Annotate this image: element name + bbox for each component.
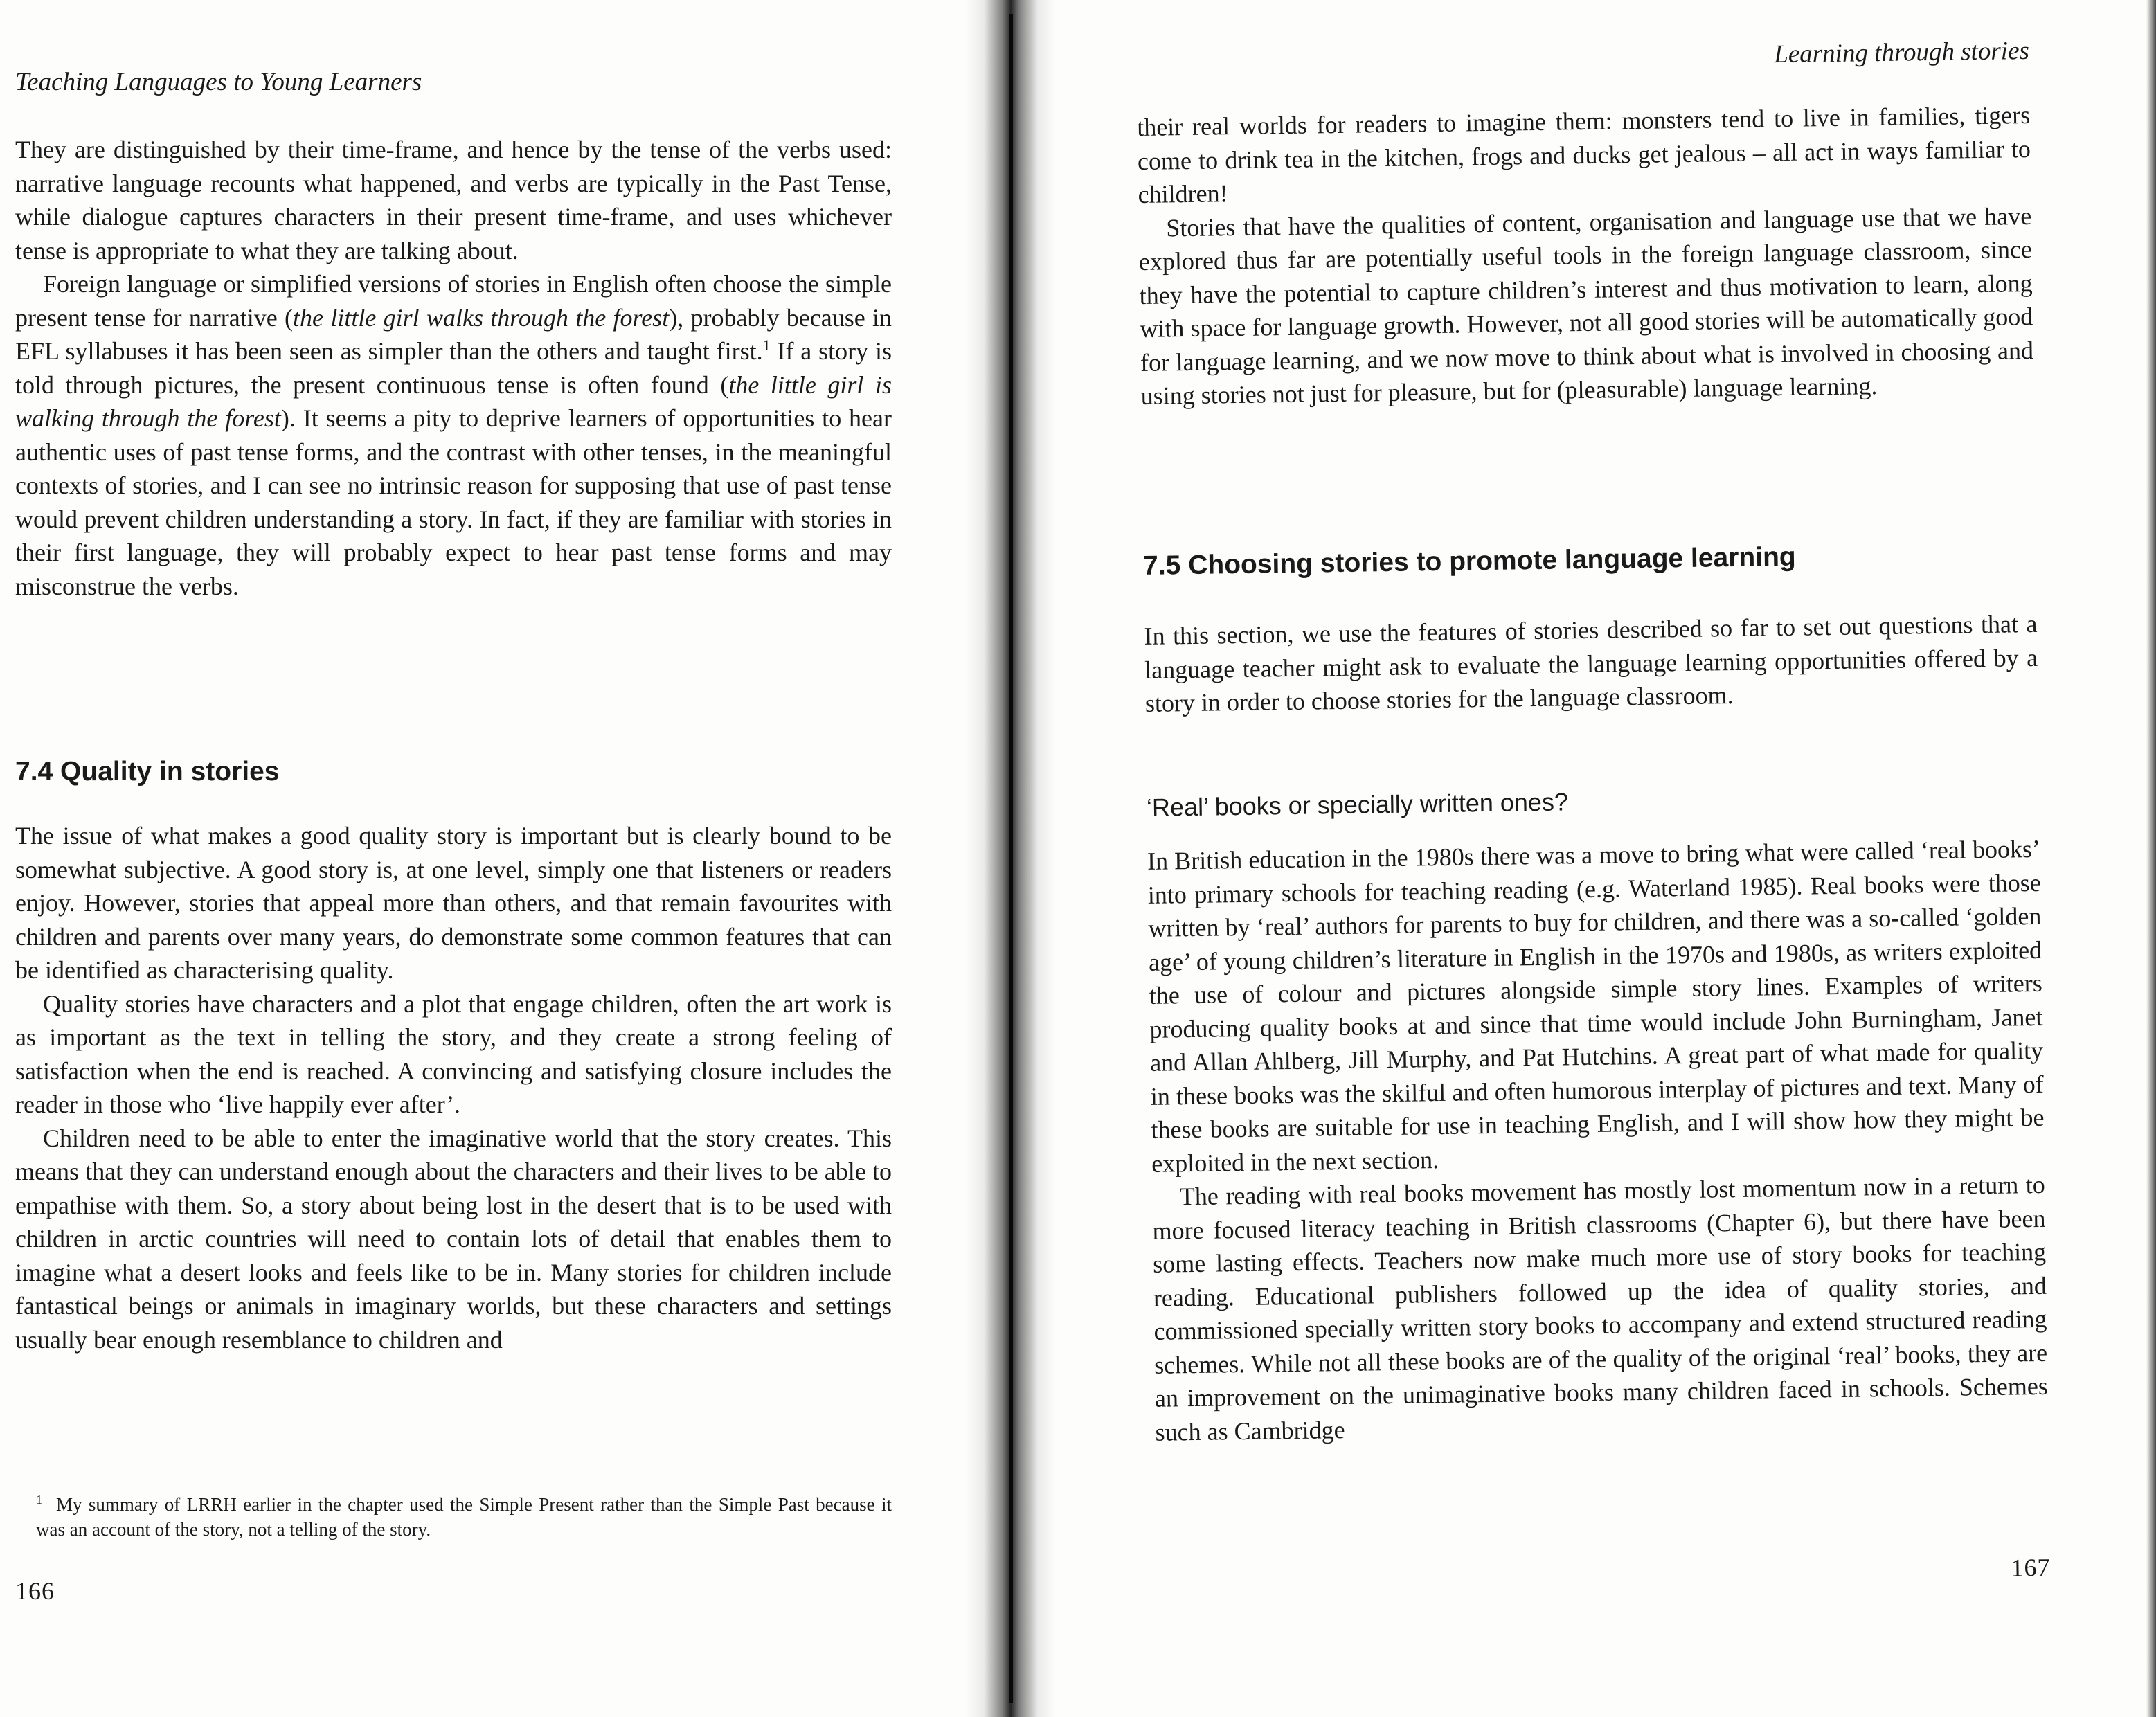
paragraph-tense-narrative [15,267,892,603]
section-heading-7-4: 7.4 Quality in stories [15,757,280,786]
footnote-text: My summary of LRRH earlier in the chapter used the Simple Present rather than the Simple Past because it was an account of the story, not a telling of the story. [36,1494,892,1540]
subheading-real-books: ‘Real’ books or specially written ones? [1146,787,1569,822]
right-page-number: 167 [2011,1553,2051,1582]
paragraph: The issue of what makes a good quality story is important but is clearly bound to be somewhat subjective. A good story is, at one level, simply one that listeners or readers enjoy. However, stories that appeal more than others, and that remain favourites with children and parents over many years, do demonstrate some common features that can be identified as characterising quality. [15,822,892,984]
paragraph: Children need to be able to enter the imaginative world that the story creates. This means that they can understand enough about the characters and their lives to be able to empathise with them. So, a story about being lost in the desert that is to be used with children in arctic countries will need to contain lots of detail that enables them to imagine what a desert looks and feels like to be in. Many stories for children include fantastical beings or animals in imaginary worlds, but these characters and settings usually bear enough resemblance to children and [15,1124,892,1354]
left-intro-text [15,133,892,603]
footnote-body [15,1487,892,1542]
text-run: If a story is told through pictures, the present continuous tense is often found ( [15,337,892,399]
page-edge-shadow [2146,0,2156,1717]
paragraph: Stories that have the qualities of content, organisation and language use that we have explored thus far are potentially useful tools in the foreign language classroom, since they have the potential to capture children’s interest and thus motivation to learn, along with space for language growth. However, not all good stories will be automatically good for language learning, and we now move to think about what is involved in choosing and using stories not just for pleasure, but for (pleasurable) language learning. [1138,201,2034,410]
right-running-head: Learning through stories [1773,36,2030,69]
left-section-text [15,819,892,1356]
paragraph: Quality stories have characters and a plot that engage children, often the art work is as important as the text in telling the story, and they create a strong feeling of satisfaction when the end is reached. A convincing and satisfying closure includes the reader in those who ‘live happily ever after’. [15,989,892,1118]
footnote-reference: 1 [762,336,771,354]
left-running-head: Teaching Languages to Young Learners [15,68,422,96]
left-page-number: 166 [15,1577,55,1605]
section-heading-7-5: 7.5 Choosing stories to promote language learning [1142,541,1796,581]
italic-example: the little girl is walking through the forest [15,370,892,432]
text-run: ), probably because in EFL syllabuses it has been seen as simpler than the others and taught first. [15,303,892,365]
right-sub-text [1147,832,2049,1449]
footnote [15,1487,892,1542]
paragraph: In this section, we use the features of stories described so far to set out questions that a language teacher might ask to evaluate the language learning opportunities offered by a story in order to choose stories for the language classroom. [1144,609,2038,717]
text-run: Foreign language or simplified versions of stories in English often choose the simple present tense for narrative ( [15,270,892,332]
paragraph: The reading with real books movement has mostly lost momentum now in a return to more focused literacy teaching in British classrooms (Chapter 6), but there have been some lasting effects. Teachers now make much more use of story books for teaching reading. Educational publishers followed up the idea of quality stories, and commissioned specially written story books to accompany and extend structured reading schemes. While not all these books are of the quality of the original ‘real’ books, they are an improvement on the unimaginative books many children faced in schools. Schemes such as Cambridge [1152,1170,2049,1446]
paragraph: They are distinguished by their time-frame, and hence by the tense of the verbs used: narrative language recounts what happened, and verbs are typically in the Past Tense, while dialogue captures characters in their present time-frame, and uses whichever tense is appropriate to what they are talking about. [15,136,892,264]
paragraph: In British education in the 1980s there was a move to bring what were called ‘real books’ into primary schools for teaching reading (e.g. Waterland 1985). Real books were those written by ‘real’ authors for parents to buy for children, and there was a so-called ‘golden age’ of young children’s literature in English in the 1970s and 1980s, as writers exploited the use of colour and pictures alongside simple story lines. Examples of writers producing quality books at and since that time would include John Burningham, Janet and Allan Ahlberg, Jill Murphy, and Pat Hutchins. A great part of what made for quality in these books was the skilful and often humorous interplay of pictures and text. Many of these books are suitable for use in teaching English, and I will show how they might be exploited in the next section. [1147,834,2045,1178]
right-top-text [1137,98,2034,413]
book-spine-line [1009,14,1013,1703]
italic-example: the little girl walks through the forest [293,303,670,332]
paragraph: their real worlds for readers to imagine them: monsters tend to live in families, tigers come to drink tea in the kitchen, frogs and ducks get jealous – all act in ways familiar to children! [1137,100,2031,208]
footnote-mark: 1 [36,1493,42,1507]
text-run: ). It seems a pity to deprive learners of opportunities to hear authentic uses of past tense forms, and the contrast with other tenses, in the meaningful contexts of stories, and I can see no intrinsic reason for supposing that use of past tense would prevent children understanding a story. In fact, if they are familiar with stories in their first language, they will probably expect to hear past tense forms and may misconstrue the verbs. [15,404,892,600]
right-page [1135,1,2051,1582]
right-section-intro [1144,607,2038,720]
